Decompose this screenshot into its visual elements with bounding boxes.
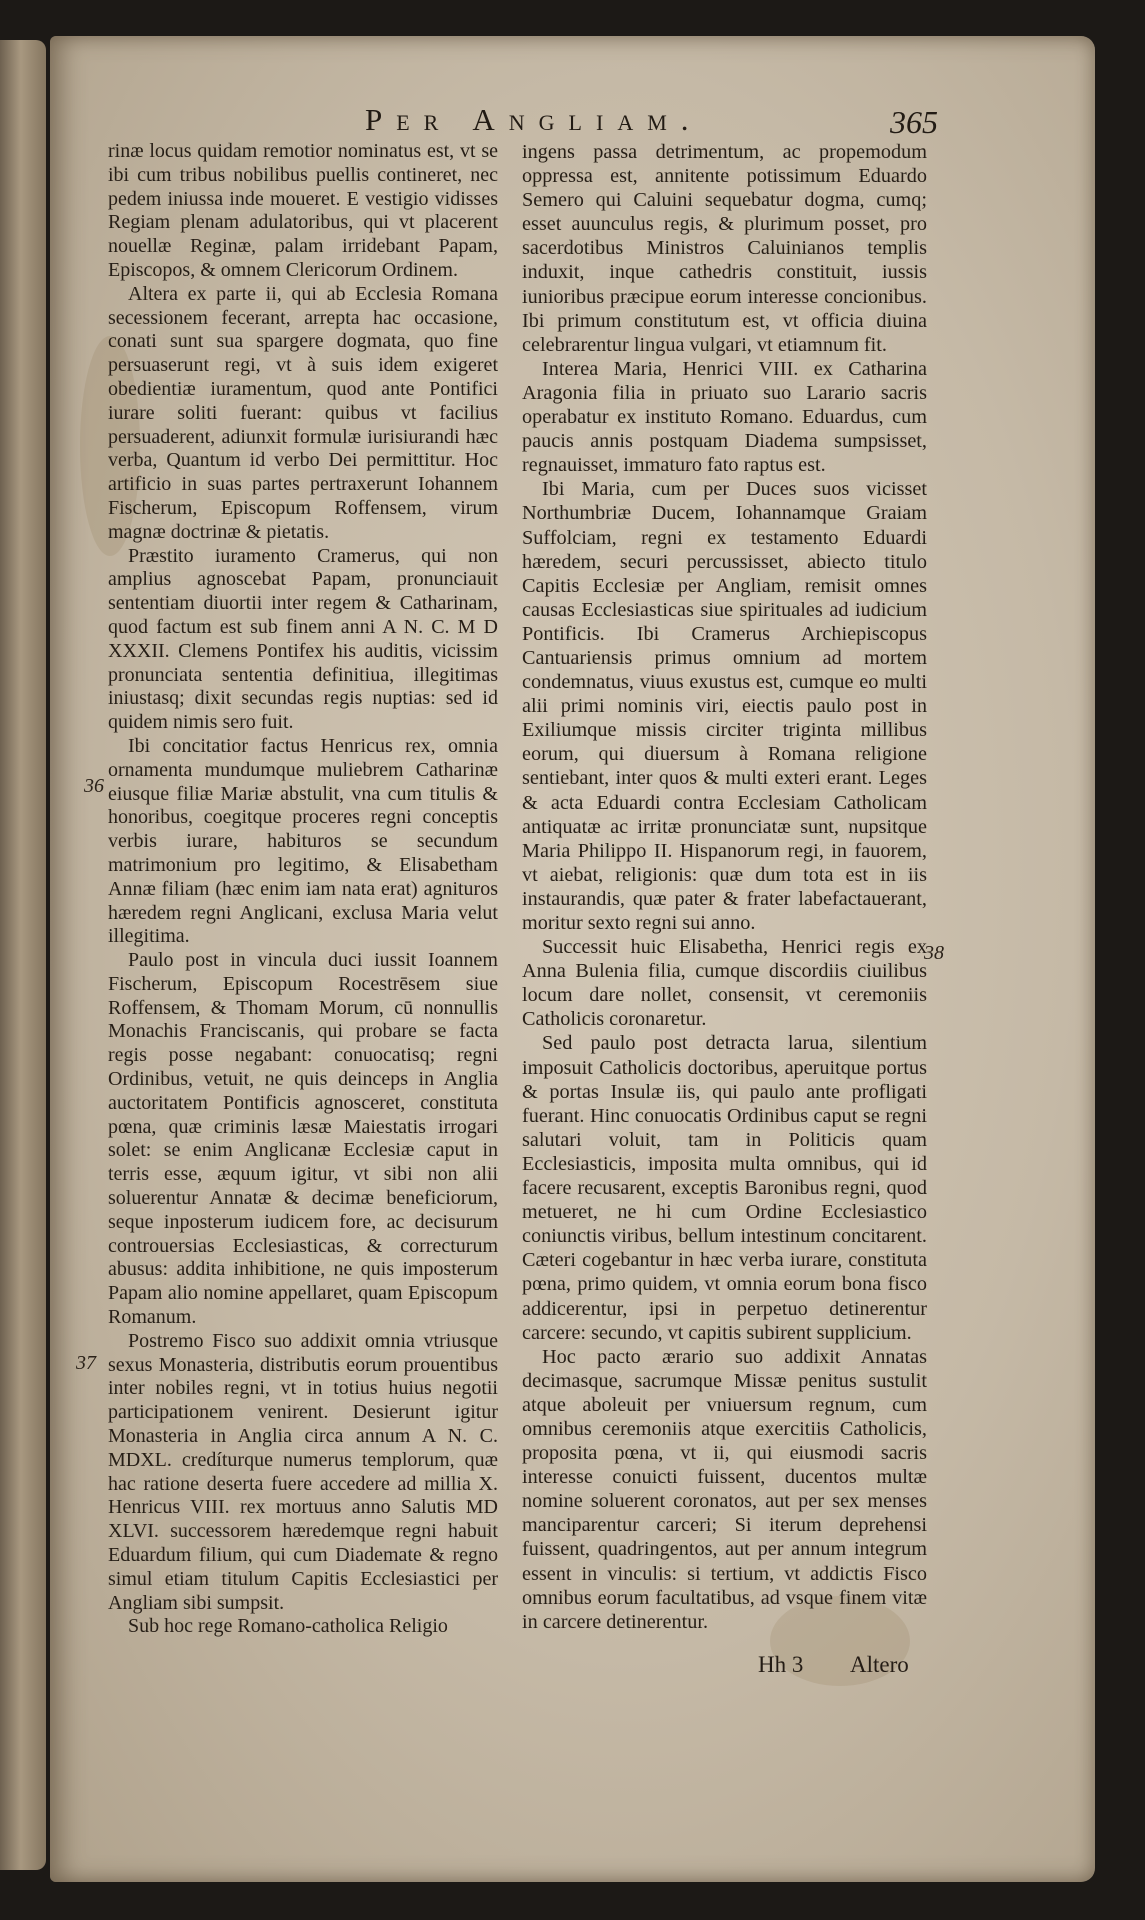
- page-number: 365: [890, 104, 938, 140]
- paragraph: Hoc pacto ærario suo addixit Annatas decimasque, sacrumque Missæ penitus sustulit atque aboleuit per vniuersum regnum, cum omnibus ceremoniis atque exercitiis Catholicis, proposita pœna, vt ii, qui eiusmodi sacris interesse conuicti fuissent, ducentos multæ nomine soluerent coronatos, aut per sex menses manciparentur carceri; Si iterum deprehensi fuissent, quadringentos, aut per annum integrum essent in vinculis: si tertium, vt addictis Fisco omnibus eorum facultatibus, ad vsque finem vitæ in carcere detinerentur.: [522, 1345, 927, 1633]
- paragraph: Paulo post in vincula duci iussit Ioannem Fischerum, Episcopum Rocestrēsem siue Roffensem, & Thomam Morum, cū nonnullis Monachis Franciscanis, qui probare se facta regis posse negabant: conuocatisq; regni Ordinibus, vetuit, ne quis deinceps in Anglia auctoritatem Pontificis agnosceret, constituta pœna, quæ criminis læsæ Maiestatis irrogari solet: se enim Anglicanæ Ecclesiæ caput in terris esse, æquum igitur, vt sibi non alii soluerentur Annatæ & decimæ beneficiorum, seque inposterum iudicem fore, ac decisurum controuersias Ecclesiasticas, & correcturum abusus: addita inhibitione, ne quis imposterum Papam alio nomine appellaret, quam Episcopum Romanum.: [108, 949, 498, 1329]
- paragraph: Successit huic Elisabetha, Henrici regis ex Anna Bulenia filia, cumque discordiis ciuilibus locum dare nollet, consensit, vt ceremoniis Catholicis coronaretur.: [522, 936, 927, 1031]
- left-column: [108, 140, 498, 1639]
- right-column: [522, 140, 927, 1634]
- paragraph: Ibi Maria, cum per Duces suos vicisset Northumbriæ Ducem, Iohannamque Graiam Suffolciam, regni ex testamento Eduardi hæredem, securi percussisset, abiecto titulo Capitis Ecclesiæ per Angliam, remisit omnes causas Ecclesiasticas siue spirituales ad iudicium Pontificis. Ibi Cramerus Archiepiscopus Cantuariensis primus omnium ad mortem condemnatus, viuus exustus est, cumque eo multi alii primi nominis viri, eiectis paulo post in Exiliumque missis circiter triginta millibus eorum, qui diuersum à Romana religione sentiebant, inter quos & multi exteri erant. Leges & acta Eduardi contra Ecclesiam Catholicam antiquatæ ac irritæ pronunciatæ sunt, nupsitque Maria Philippo II. Hispanorum regi, in fauorem, vt aiebat, religionis: quæ dum tota est in iis instaurandis, quæ pater & frater labefactauerant, moritur sexto regni sui anno.: [522, 478, 927, 934]
- catchword: Altero: [850, 1652, 909, 1677]
- paragraph: rinæ locus quidam remotior nominatus est, vt se ibi cum tribus nobilibus puellis contineret, nec pedem iniussa inde moueret. E vestigio vidisses Regiam plenam adulatoribus, qui vt placerent nouellæ Reginæ, palam irridebant Papam, Episcopos, & omnem Clericorum Ordinem.: [108, 140, 498, 281]
- paragraph: Præstito iuramento Cramerus, qui non amplius agnoscebat Papam, pronunciauit sententiam diuortii inter regem & Catharinam, quod factum est sub finem anni A N. C. M D XXXII. Clemens Pontifex his auditis, vicissim pronunciata sententia definitiua, illegitimas iniustasq; dixit secundas regis nuptias: sed id quidem nimis sero fuit.: [108, 544, 498, 734]
- margin-number: 37: [76, 1352, 96, 1374]
- page-footer: [60, 1652, 1090, 1686]
- paragraph: Sub hoc rege Romano-catholica Religio: [128, 1615, 448, 1638]
- running-head: Per Angliam.: [365, 102, 703, 137]
- paragraph: ingens passa detrimentum, ac propemodum oppressa est, annitente potissimum Eduardo Semero qui Caluini sequebatur dogma, cumq; esset auunculus regis, & plurimum posset, pro sacerdotibus Ministros Caluinianos templis induxit, inque cathedris constituit, iussis iunioribus præcipue eorum interesse concionibus. Ibi primum constitutum est, vt officia diuina celebrarentur lingua vulgari, vt etiamnum fit.: [522, 141, 927, 356]
- page-header: [60, 100, 1090, 140]
- paragraph: Ibi concitatior factus Henricus rex, omnia ornamenta mundumque muliebrem Catharinæ eiusque filiæ Mariæ abstulit, vna cum titulis & honoribus, coegitque proceres regni conceptis verbis iurare, habituros se secundum matrimonium pro legitimo, & Elisabetham Annæ filiam (hæc enim iam nata erat) agnituros hæredem regni Anglicani, exclusa Maria velut illegitima.: [108, 734, 498, 948]
- paragraph: Sed paulo post detracta larua, silentium imposuit Catholicis doctoribus, aperuitque portus & portas Insulæ iis, qui paulo ante profligati fuerant. Hinc conuocatis Ordinibus caput se regni salutari voluit, tam in Politicis quam Ecclesiasticis, imposita multa omnibus, qui id facere recusarent, exceptis Baronibus regni, quod metueret, ne hi cum Ordine Ecclesiastico coniunctis viribus, bellum intestinum concitarent. Cæteri cogebantur in hæc verba iurare, constituta pœna, primo quidem, vt omnia eorum bona fisco addicerentur, ipsi in perpetuo detinerentur carcere: secundo, vt capitis subirent supplicium.: [522, 1032, 927, 1344]
- margin-number: 38: [924, 942, 944, 964]
- signature-mark: Hh 3: [758, 1652, 804, 1677]
- margin-number: 36: [84, 775, 104, 797]
- paragraph: Altera ex parte ii, qui ab Ecclesia Romana secessionem fecerant, arrepta hac occasione, conati sunt sua spargere dogmata, quo fine persuaserunt regi, vt à suis idem exigeret obedientiæ iuramentum, quod ante Pontifici iurare soliti fuerant: quibus vt facilius persuaderent, adiunxit formulæ iurisiurandi hæc verba, Quantum id verbo Dei permittitur. Hoc artificio in suas partes pertraxerunt Iohannem Fischerum, Episcopum Roffensem, virum magnæ doctrinæ & pietatis.: [108, 282, 498, 543]
- previous-page-edge: [0, 40, 46, 1870]
- paragraph: Postremo Fisco suo addixit omnia vtriusque sexus Monasteria, distributis eorum prouentibus inter nobiles regni, vt in totius huius negotii participationem venirent. Desierunt igitur Monasteria in Anglia circa annum A N. C. MDXL. credíturque numerus templorum, quæ hac ratione deserta fuere accedere ad millia X. Henricus VIII. rex mortuus anno Salutis MD XLVI. successorem hæredemque regni habuit Eduardum filium, qui cum Diademate & regno simul etiam titulum Capitis Ecclesiastici per Angliam sibi sumpsit.: [108, 1329, 498, 1614]
- paragraph: Interea Maria, Henrici VIII. ex Catharina Aragonia filia in priuato suo Larario sacris operabatur ex instituto Romano. Eduardus, cum paucis annis postquam Diadema sumpsisset, regnauisset, immaturo fato raptus est.: [522, 357, 927, 477]
